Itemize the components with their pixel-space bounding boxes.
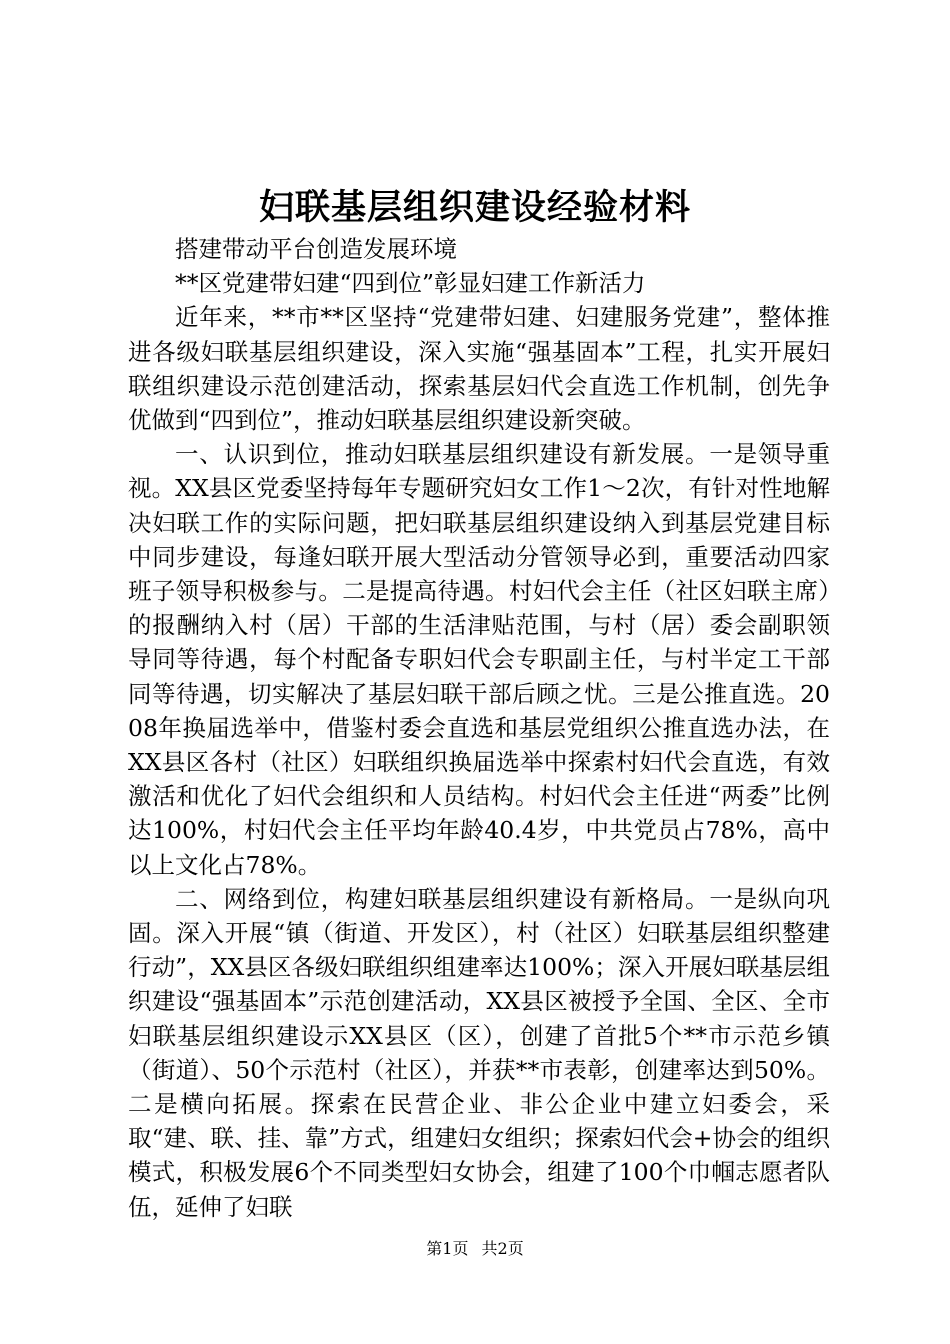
body-paragraph-section-2: 二、网络到位，构建妇联基层组织建设有新格局。一是纵向巩固。深入开展“镇（街道、开发区），村（社区）妇联基层组织整建行动”，XX县区各级妇联组织组建率达100%；深入开展妇联基层组织建设“强基固本”示范创建活动，XX县区被授予全国、全区、全市妇联基层组织建设示XX县区（区），创建了首批5个**市示范乡镇（街道）、50个示范村（社区），并获**市表彰，创建率达到50%。二是横向拓展。探索在民营企业、非公企业中建立妇委会，采取“建、联、挂、靠”方式，组建妇女组织；探索妇代会+协会的组织模式，积极发展6个不同类型妇女协会，组建了100个巾帼志愿者队伍，延伸了妇联 <box>128 884 830 1221</box>
page-footer <box>0 1238 950 1260</box>
subtitle-line-1: 搭建带动平台创造发展环境 <box>175 235 457 263</box>
document-title: 妇联基层组织建设经验材料 <box>258 187 691 228</box>
page-total: 共2页 <box>481 1239 524 1258</box>
page-number: 第1页 <box>426 1239 469 1258</box>
subtitle-line-2: **区党建带妇建“四到位”彰显妇建工作新活力 <box>175 269 646 298</box>
body-paragraph-intro: 近年来，**市**区坚持“党建带妇建、妇建服务党建”，整体推进各级妇联基层组织建设，深入实施“强基固本”工程，扎实开展妇联组织建设示范创建活动，探索基层妇代会直选工作机制，创先争优做到“四到位”，推动妇联基层组织建设新突破。 <box>128 303 830 435</box>
document-body <box>128 232 830 1224</box>
body-paragraph-section-1: 一、认识到位，推动妇联基层组织建设有新发展。一是领导重视。XX县区党委坚持每年专题研究妇女工作1～2次，有针对性地解决妇联工作的实际问题，把妇联基层组织建设纳入到基层党建目标中同步建设，每逢妇联开展大型活动分管领导必到，重要活动四家班子领导积极参与。二是提高待遇。村妇代会主任（社区妇联主席）的报酬纳入村（居）干部的生活津贴范围，与村（居）委会副职领导同等待遇，每个村配备专职妇代会专职副主任，与村半定工干部同等待遇，切实解决了基层妇联干部后顾之忧。三是公推直选。2008年换届选举中，借鉴村委会直选和基层党组织公推直选办法，在XX县区各村（社区）妇联组织换届选举中探索村妇代会直选，有效激活和优化了妇代会组织和人员结构。村妇代会主任进“两委”比例达100%，村妇代会主任平均年龄40.4岁，中共党员占78%，高中以上文化占78%。 <box>128 440 830 879</box>
